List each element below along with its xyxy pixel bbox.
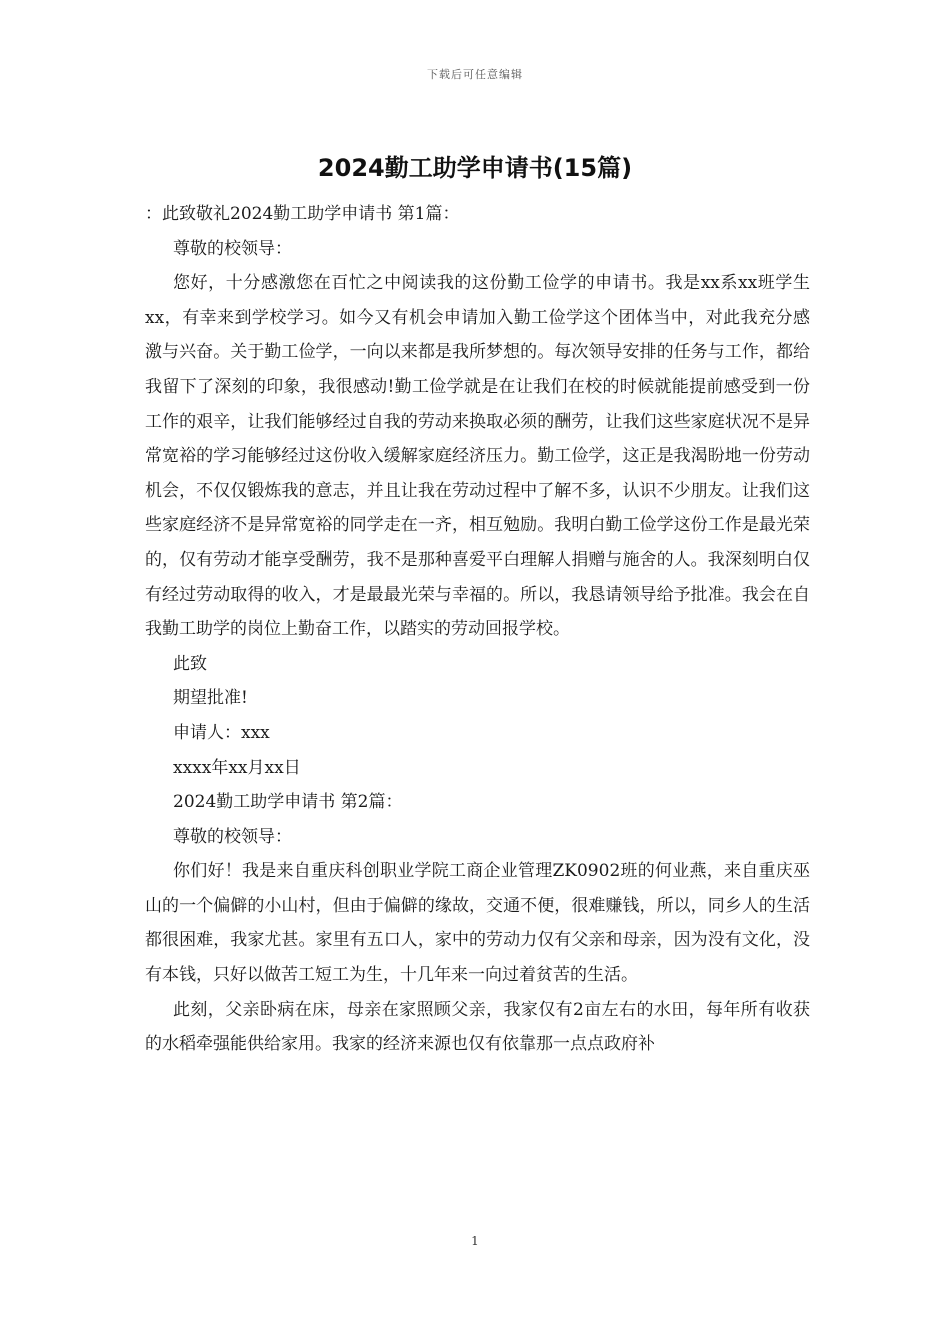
closing-line: 此致	[173, 653, 207, 674]
intro-line: ：此致敬礼2024勤工助学申请书 第1篇：	[145, 204, 460, 224]
signature-line: 申请人：xxx	[173, 722, 270, 743]
header-note: 下载后可任意编辑	[427, 68, 523, 81]
document-body	[145, 197, 810, 1062]
date-line: xxxx年xx月xx日	[173, 757, 301, 778]
body-paragraph: 你们好！我是来自重庆科创职业学院工商企业管理ZK0902班的何业燕，来自重庆巫山的一个偏僻的小山村，但由于偏僻的缘故，交通不便，很难赚钱，所以，同乡人的生活都很困难，我家尤甚。家里有五口人，家中的劳动力仅有父亲和母亲，因为没有文化，没有本钱，只好以做苦工短工为生，十几年来一向过着贫苦的生活。	[145, 861, 810, 986]
body-paragraph: 您好，十分感激您在百忙之中阅读我的这份勤工俭学的申请书。我是xx系xx班学生xx，有幸来到学校学习。如今又有机会申请加入勤工俭学这个团体当中，对此我充分感激与兴奋。关于勤工俭学，一向以来都是我所梦想的。每次领导安排的任务与工作，都给我留下了深刻的印象，我很感动!勤工俭学就是在让我们在校的时候就能提前感受到一份工作的艰辛，让我们能够经过自我的劳动来换取必须的酬劳，让我们这些家庭状况不是异常宽裕的学习能够经过这份收入缓解家庭经济压力。勤工俭学，这正是我渴盼地一份劳动机会，不仅仅锻炼我的意志，并且让我在劳动过程中了解不多，认识不少朋友。让我们这些家庭经济不是异常宽裕的同学走在一齐，相互勉励。我明白勤工俭学这份工作是最光荣的，仅有劳动才能享受酬劳，我不是那种喜爱平白理解人捐赠与施舍的人。我深刻明白仅有经过劳动取得的收入，才是最最光荣与幸福的。所以，我恳请领导给予批准。我会在自我勤工助学的岗位上勤奋工作，以踏实的劳动回报学校。	[145, 273, 810, 640]
body-paragraph: 此刻，父亲卧病在床，母亲在家照顾父亲，我家仅有2亩左右的水田，每年所有收获的水稻牵强能供给家用。我家的经济来源也仅有依靠那一点点政府补	[145, 999, 810, 1055]
document-title: 2024勤工助学申请书(15篇)	[317, 154, 633, 182]
salutation: 尊敬的校领导：	[173, 826, 292, 847]
salutation: 尊敬的校领导：	[173, 238, 292, 259]
closing-line: 期望批准!	[173, 688, 248, 709]
page-number: 1	[471, 1234, 479, 1248]
section-heading: 2024勤工助学申请书 第2篇：	[173, 792, 403, 813]
